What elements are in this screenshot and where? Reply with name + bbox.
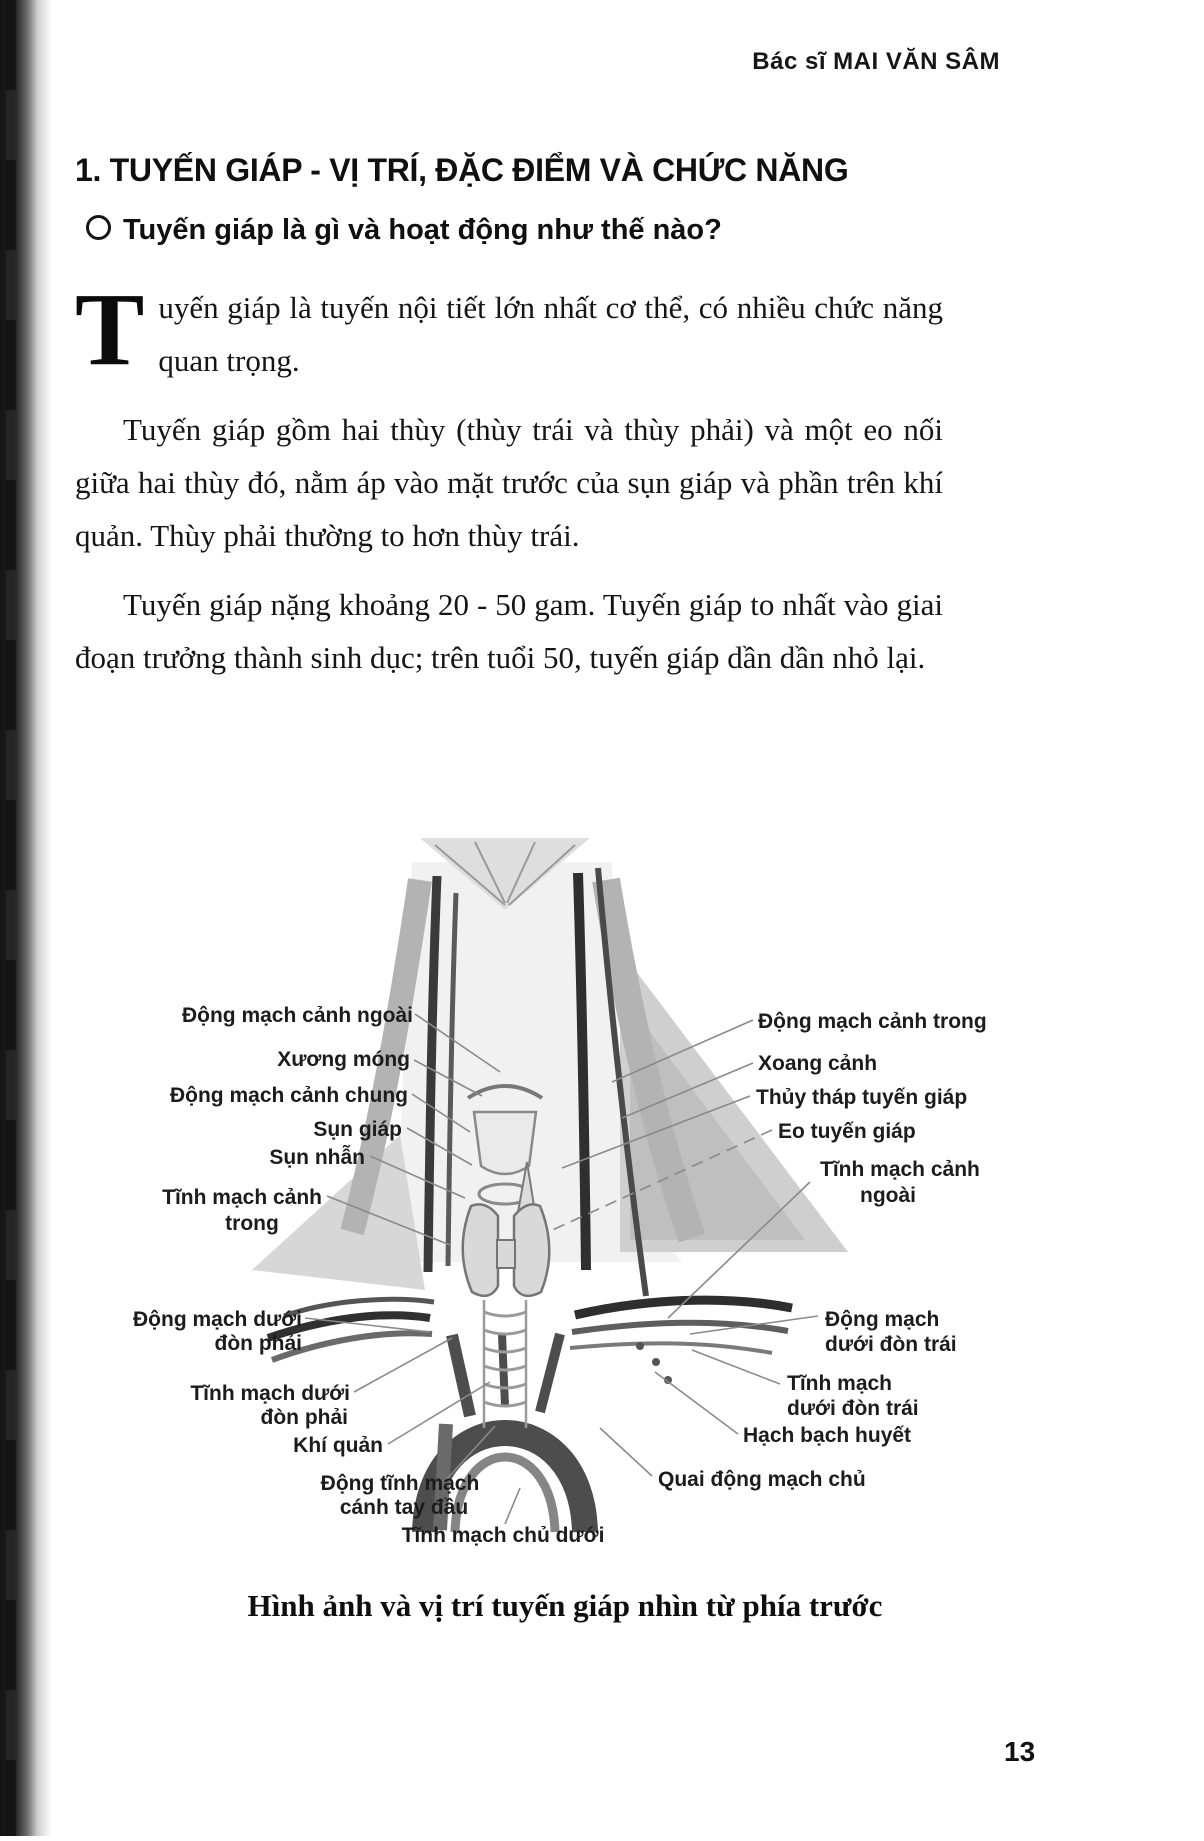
running-header-author: Bác sĩ MAI VĂN SÂM — [752, 48, 1000, 75]
label-lymph-node: Hạch bạch huyết — [743, 1424, 912, 1447]
paragraph-1-text: uyến giáp là tuyến nội tiết lớn nhất cơ thể, có nhiều chức năng quan trọng. — [158, 290, 943, 378]
paragraph-2: Tuyến giáp gồm hai thùy (thùy trái và thùy phải) và một eo nối giữa hai thùy đó, nằm áp vào mặt trước của sụn giáp và phần trên khí quản. Thùy phải thường to hơn thùy trái. — [75, 412, 943, 553]
label-thyroid-cartilage: Sụn giáp — [313, 1118, 402, 1141]
question-text: Tuyến giáp là gì và hoạt động như thế nào? — [123, 214, 722, 246]
label-internal-jugular-vein-1: Tĩnh mạch cảnh — [162, 1186, 322, 1209]
label-internal-jugular-vein-2: trong — [225, 1212, 279, 1235]
label-external-jugular-vein-1: Tĩnh mạch cảnh — [820, 1158, 980, 1181]
label-brachiocephalic-1: Động tĩnh mạch — [320, 1472, 480, 1495]
label-carotid-sinus: Xoang cảnh — [758, 1052, 878, 1075]
label-left-subclavian-vein-1: Tĩnh mạch — [787, 1372, 893, 1395]
label-trachea: Khí quản — [293, 1434, 383, 1457]
figure-caption: Hình ảnh và vị trí tuyến giáp nhìn từ phía trước — [247, 1588, 883, 1623]
label-hyoid-bone: Xương móng — [277, 1048, 410, 1071]
label-pyramidal-lobe: Thủy tháp tuyến giáp — [756, 1086, 968, 1109]
label-external-jugular-vein-2: ngoài — [860, 1184, 916, 1207]
label-right-subclavian-artery-1: Động mạch dưới — [133, 1308, 302, 1331]
label-external-carotid-artery: Động mạch cảnh ngoài — [181, 1004, 413, 1027]
paragraph-3: Tuyến giáp nặng khoảng 20 - 50 gam. Tuyến giáp to nhất vào giai đoạn trưởng thành sinh dục; trên tuổi 50, tuyến giáp dần dần nhỏ lại. — [75, 587, 943, 675]
section-heading: 1. TUYẾN GIÁP - VỊ TRÍ, ĐẶC ĐIỂM VÀ CHỨC NĂNG — [75, 152, 849, 188]
label-thyroid-isthmus: Eo tuyến giáp — [778, 1120, 916, 1143]
label-left-subclavian-vein-2: dưới đòn trái — [787, 1397, 919, 1420]
drop-cap: T — [75, 272, 145, 387]
label-cricoid-cartilage: Sụn nhẫn — [269, 1146, 365, 1169]
label-aortic-arch: Quai động mạch chủ — [658, 1468, 866, 1491]
label-right-subclavian-artery-2: đòn phải — [214, 1332, 302, 1355]
label-left-subclavian-artery-2: dưới đòn trái — [825, 1333, 957, 1356]
label-right-subclavian-vein-1: Tĩnh mạch dưới — [190, 1382, 350, 1405]
label-inferior-vena-cava: Tĩnh mạch chủ dưới — [401, 1524, 605, 1547]
page-number: 13 — [1004, 1736, 1036, 1767]
label-left-subclavian-artery-1: Động mạch — [825, 1308, 940, 1331]
label-brachiocephalic-2: cánh tay đầu — [339, 1496, 469, 1519]
label-right-subclavian-vein-2: đòn phải — [260, 1406, 348, 1429]
label-common-carotid-artery: Động mạch cảnh chung — [169, 1084, 408, 1107]
label-internal-carotid-artery: Động mạch cảnh trong — [758, 1010, 987, 1033]
